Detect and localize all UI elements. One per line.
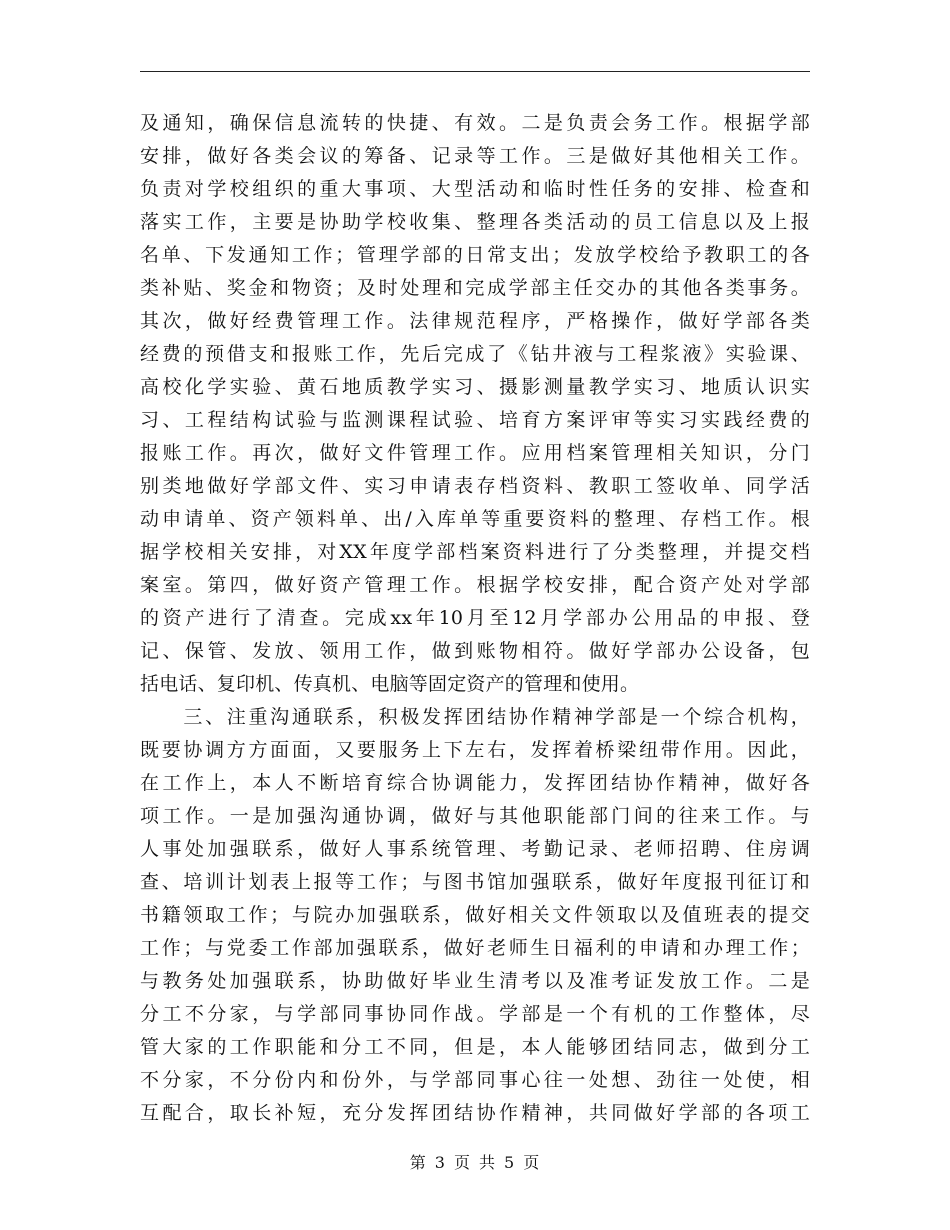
page-footer [0,1153,950,1173]
text-line: 管大家的工作职能和分工不同，但是，本人能够团结同志，做到分工 [140,1036,810,1058]
text-line: 三、注重沟通联系，积极发挥团结协作精神学部是一个综合机构， [140,706,810,728]
text-line: 人事处加强联系，做好人事系统管理、考勤记录、老师招聘、住房调 [140,838,810,860]
text-line: 的资产进行了清查。完成xx年10月至12月学部办公用品的申报、登 [140,607,810,629]
text-line: 与教务处加强联系，协助做好毕业生清考以及准考证发放工作。二是 [140,970,810,992]
total-label: 共 [479,1153,497,1172]
body-text [140,107,810,1130]
text-line: 安排，做好各类会议的筹备、记录等工作。三是做好其他相关工作。 [140,145,810,167]
text-line: 查、培训计划表上报等工作；与图书馆加强联系，做好年度报刊征订和 [140,871,810,893]
text-line: 名单、下发通知工作；管理学部的日常支出；发放学校给予教职工的各 [140,244,810,266]
text-line: 项工作。一是加强沟通协调，做好与其他职能部门间的往来工作。与 [140,805,810,827]
text-line: 别类地做好学部文件、实习申请表存档资料、教职工签收单、同学活 [140,475,810,497]
text-line: 经费的预借支和报账工作，先后完成了《钻井液与工程浆液》实验课、 [140,343,810,365]
page-label-mid: 页 [453,1153,471,1172]
text-line: 据学校相关安排，对XX年度学部档案资料进行了分类整理，并提交档 [140,541,810,563]
total-pages-number: 5 [504,1153,516,1172]
text-line: 记、保管、发放、领用工作，做到账物相符。做好学部办公设备，包 [140,640,810,662]
text-line: 动申请单、资产领料单、出/入库单等重要资料的整理、存档工作。根 [140,508,810,530]
text-line: 书籍领取工作；与院办加强联系，做好相关文件领取以及值班表的提交 [140,904,810,926]
page-label-suffix: 页 [523,1153,541,1172]
text-line: 类补贴、奖金和物资；及时处理和完成学部主任交办的其他各类事务。 [140,277,810,299]
text-line: 既要协调方方面面，又要服务上下左右，发挥着桥梁纽带作用。因此， [140,739,810,761]
text-line: 落实工作，主要是协助学校收集、整理各类活动的员工信息以及上报 [140,211,810,233]
text-line: 及通知，确保信息流转的快捷、有效。二是负责会务工作。根据学部 [140,112,810,134]
text-line: 高校化学实验、黄石地质教学实习、摄影测量教学实习、地质认识实 [140,376,810,398]
text-line: 报账工作。再次，做好文件管理工作。应用档案管理相关知识，分门 [140,442,810,464]
text-line: 互配合，取长补短，充分发挥团结协作精神，共同做好学部的各项工 [140,1102,810,1124]
text-line: 其次，做好经费管理工作。法律规范程序，严格操作，做好学部各类 [140,310,810,332]
text-line: 工作；与党委工作部加强联系，做好老师生日福利的申请和办理工作； [140,937,810,959]
text-line: 括电话、复印机、传真机、电脑等固定资产的管理和使用。 [140,673,640,695]
text-line: 负责对学校组织的重大事项、大型活动和临时性任务的安排、检查和 [140,178,810,200]
text-line: 在工作上，本人不断培育综合协调能力，发挥团结协作精神，做好各 [140,772,810,794]
text-line: 案室。第四，做好资产管理工作。根据学校安排，配合资产处对学部 [140,574,810,596]
page-label-prefix: 第 [409,1153,427,1172]
text-line: 分工不分家，与学部同事协同作战。学部是一个有机的工作整体，尽 [140,1003,810,1025]
current-page-number: 3 [434,1153,446,1172]
header-rule [140,71,810,72]
text-line: 不分家，不分份内和份外，与学部同事心往一处想、劲往一处使，相 [140,1069,810,1091]
text-line: 习、工程结构试验与监测课程试验、培育方案评审等实习实践经费的 [140,409,810,431]
